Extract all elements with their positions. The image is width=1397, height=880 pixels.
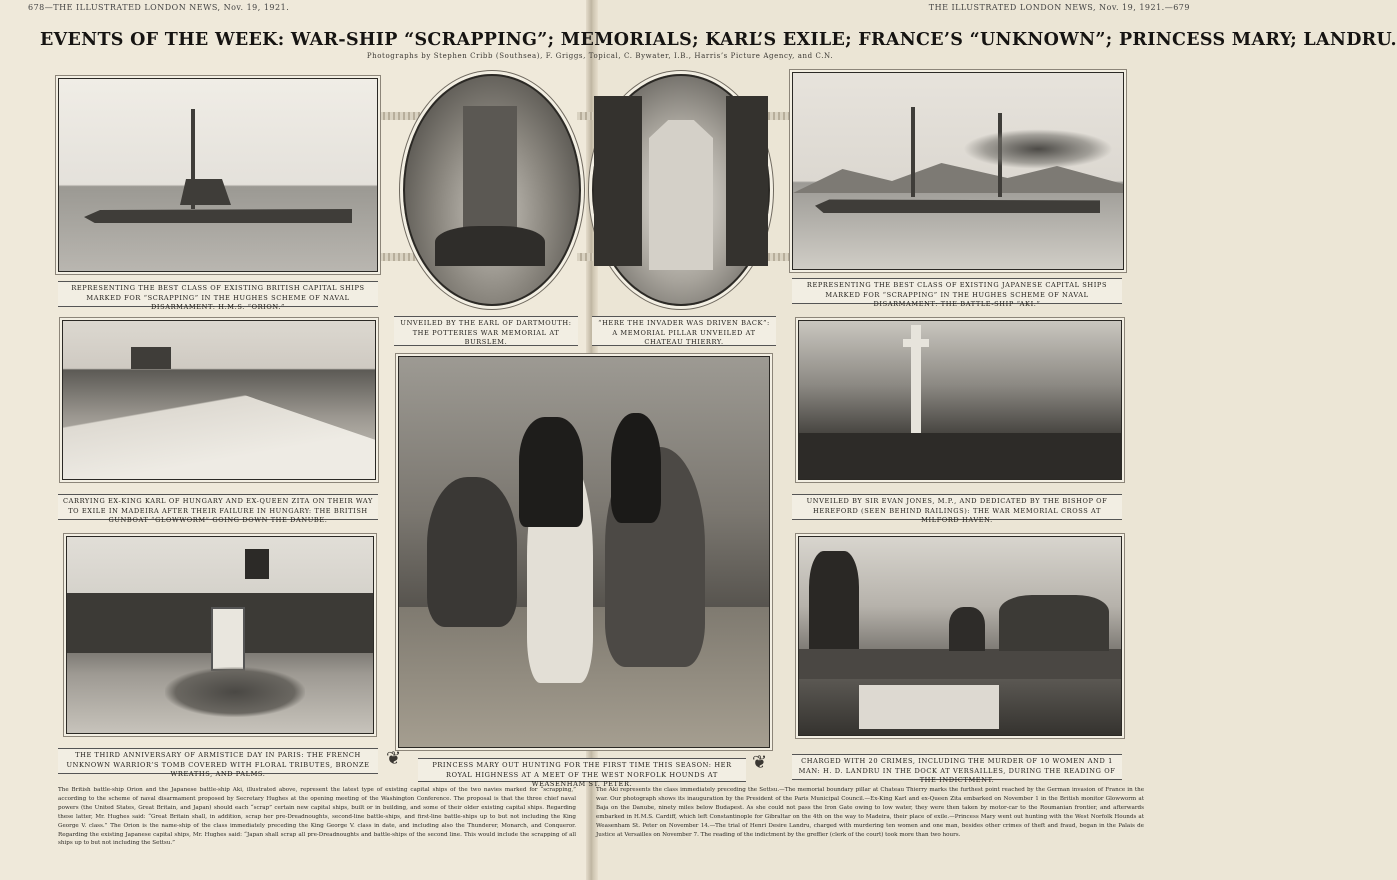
caption-paris: THE THIRD ANNIVERSARY OF ARMISTICE DAY IN PARIS: THE FRENCH UNKNOWN WARRIOR’S TOMB COVERED WITH FLORAL TRIBUTES, BRONZE WREATHS, AND PALMS.	[58, 748, 378, 774]
memorial-pillar	[649, 120, 713, 270]
caption-karl: CARRYING EX-KING KARL OF HUNGARY AND EX-QUEEN ZITA ON THEIR WAY TO EXILE IN MADEIRA AFTER THEIR FAILURE IN HUNGARY: THE BRITISH GUNBOAT “GLOWWORM” GOING DOWN THE DANUBE.	[58, 494, 378, 520]
decorative-band	[577, 253, 593, 261]
photo-princess-mary-hunting	[398, 356, 770, 748]
photo-landru-dock	[798, 536, 1122, 736]
floral-tributes	[165, 667, 305, 717]
body-text-right	[596, 786, 1144, 872]
caption-burslem: UNVEILED BY THE EARL OF DARTMOUTH: THE POTTERIES WAR MEMORIAL AT BURSLEM.	[394, 316, 578, 346]
landru-figure	[949, 607, 985, 651]
court-table	[859, 685, 999, 729]
caption-milford: UNVEILED BY SIR EVAN JONES, M.P., AND DEDICATED BY THE BISHOP OF HEREFORD (SEEN BEHIND RAILINGS): THE WAR MEMORIAL CROSS AT MILFORD HAVEN.	[792, 494, 1122, 520]
decorative-band	[380, 253, 420, 261]
horse-rider-left	[427, 477, 517, 627]
folio-left: 678—THE ILLUSTRATED LONDON NEWS, Nov. 19, 1921.	[28, 3, 290, 12]
gendarmes	[999, 595, 1109, 651]
crowd-right	[726, 96, 768, 266]
crowd-left	[594, 96, 642, 266]
photo-credits: Photographs by Stephen Cribb (Southsea), F. Griggs, Topical, C. Bywater, I.B., Harris’s Picture Agency, and C.N.	[366, 52, 834, 60]
decorative-band	[380, 112, 420, 120]
decorative-band	[577, 112, 593, 120]
caption-princess-mary: PRINCESS MARY OUT HUNTING FOR THE FIRST TIME THIS SEASON: HER ROYAL HIGHNESS AT A MEET OF THE WEST NORFOLK HOUNDS AT WEASENHAM ST. PETER.	[418, 758, 746, 782]
photo-aki	[792, 72, 1124, 270]
gunboat-deck	[63, 381, 375, 479]
wreaths-crowd	[435, 226, 545, 266]
memorial-cross-arm	[903, 339, 929, 347]
ship-mast	[911, 107, 915, 197]
caption-thierry: “HERE THE INVADER WAS DRIVEN BACK”: A MEMORIAL PILLAR UNVEILED AT CHATEAU THIERRY.	[592, 316, 776, 346]
body-text-left	[58, 786, 576, 872]
ornament-right: ❦	[752, 752, 768, 773]
ornament-left: ❦	[386, 748, 402, 769]
page-headline: EVENTS OF THE WEEK: WAR-SHIP “SCRAPPING”; MEMORIALS; KARL’S EXILE; FRANCE’S “UNKNOWN”; PRINCESS MARY; LANDRU.	[40, 30, 1397, 50]
folio-right: THE ILLUSTRATED LONDON NEWS, Nov. 19, 1921.—679	[928, 3, 1190, 12]
rider-centre	[519, 417, 583, 527]
photo-paris-unknown-warrior	[66, 536, 374, 734]
photo-thierry-pillar	[592, 74, 770, 306]
photo-hms-orion	[58, 78, 378, 272]
dock-rail	[799, 649, 1121, 679]
funnel-smoke	[963, 129, 1113, 169]
photo-burslem-memorial	[403, 74, 581, 306]
gunboat-bridge	[131, 347, 171, 369]
body-text-left-content: The British battle-ship Orion and the Japanese battle-ship Aki, illustrated above, represent the latest type of existing capital ships of the two navies marked for “scrapping,” according to the scheme of naval disarmament proposed by Secretary Hughes at the opening meeting of the Washington Conference. The proposal is that the three chief naval powers (the United States, Great Britain, and Japan) should each “scrap” certain new capital ships, built or in building, and some of their older existing capital ships. Regarding these latter, Mr. Hughes said: “Great Britain shall, in addition, scrap her pre-Dreadnoughts, second-line battle-ships, and first-line battle-ships up to but not including the King George V. class.” The Orion is the name-ship of the class immediately preceding the King George V. class in date, and including also the Thunderer, Monarch, and Conqueror. Regarding the existing Japanese capital ships, Mr. Hughes said: “Japan shall scrap all pre-Dreadnoughts and battle-ships of the second line. This would include the scrapping of all ships up to but not including the Settsu.”	[58, 787, 576, 847]
body-text-right-content: The Aki represents the class immediately preceding the Settsu.—The memorial boundary pillar at Chateau Thierry marks the furthest point reached by the German invasion of France in the war. Our photograph shows its inauguration by the President of the Paris Municipal Council.—Ex-King Karl and ex-Queen Zita embarked on November 1 in the British monitor Glowworm at Baja on the Danube, ninety miles below Budapest. As she could not pass the Iron Gate owing to low water, they were then taken by motor-car to the Roumanian frontier, and afterwards embarked in H.M.S. Cardiff, which left Constantinople for Gibraltar on the 4th on the way to Madeira, their place of exile.—Princess Mary went out hunting with the West Norfolk Hounds at Weasenham St. Peter on November 14.—The trial of Henri Desire Landru, charged with murdering ten women and one man, besides other crimes of theft and fraud, began in the Palais de Justice at Versailles on November 7. The reading of the indictment by the greffier (clerk of the court) took more than two hours.	[596, 787, 1144, 838]
ship-superstructure	[174, 179, 234, 205]
princess-mary-figure	[611, 413, 661, 523]
caption-aki: REPRESENTING THE BEST CLASS OF EXISTING JAPANESE CAPITAL SHIPS MARKED FOR “SCRAPPING” IN THE HUGHES SCHEME OF NAVAL DISARMAMENT: THE BATTLE-SHIP “AKI.”	[792, 278, 1122, 304]
photo-milford-haven-cross	[798, 320, 1122, 480]
battleship-silhouette	[815, 195, 1100, 213]
crowd	[799, 433, 1121, 479]
photo-glowworm-danube	[62, 320, 376, 480]
battleship-silhouette	[84, 203, 352, 223]
caption-landru: CHARGED WITH 20 CRIMES, INCLUDING THE MURDER OF 10 WOMEN AND 1 MAN: H. D. LANDRU IN THE DOCK AT VERSAILLES, DURING THE READING OF THE INDICTMENT.	[792, 754, 1122, 780]
caption-orion: REPRESENTING THE BEST CLASS OF EXISTING BRITISH CAPITAL SHIPS MARKED FOR “SCRAPPING” IN THE HUGHES SCHEME OF NAVAL DISARMAMENT: H.M.S. “ORION.”	[58, 281, 378, 307]
tomb-monument	[211, 607, 245, 671]
flag	[245, 549, 269, 579]
